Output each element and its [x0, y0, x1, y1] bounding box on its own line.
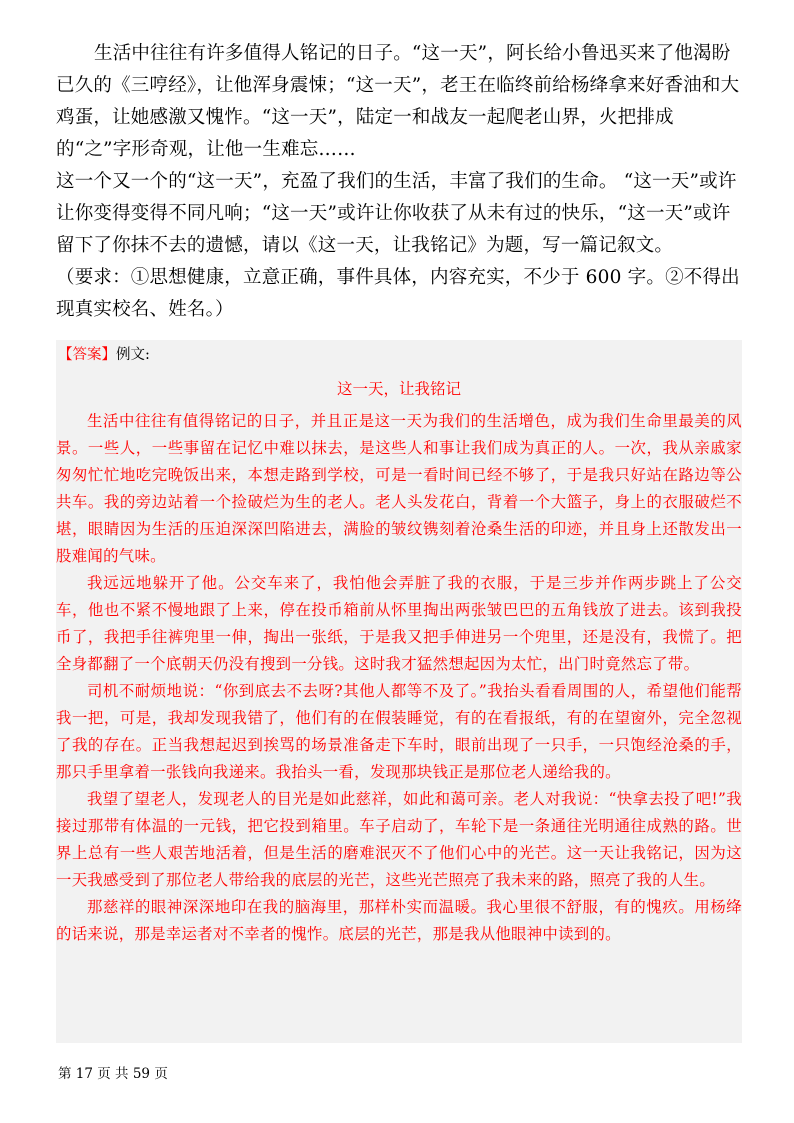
answer-heading [56, 344, 742, 366]
prompt-requirements: （要求：①思想健康，立意正确，事件具体，内容充实，不少于 600 字。②不得出现真实校名、姓名。） [56, 267, 740, 320]
answer-section [56, 340, 742, 1043]
essay-paragraph: 我远远地躲开了他。公交车来了，我怕他会弄脏了我的衣服，于是三步并作两步跳上了公交车，他也不紧不慢地跟了上来，停在投币箱前从怀里掏出两张皱巴巴的五角钱放了进去。该到我投币了，我把手往裤兜里一伸，掏出一张纸，于是我又把手伸进另一个兜里，还是没有，我慌了。把全身都翻了一个底朝天仍没有搜到一分钱。这时我才猛然想起因为太忙，出门时竟然忘了带。 [56, 574, 742, 673]
essay-paragraph: 司机不耐烦地说：“你到底去不去呀?其他人都等不及了。”我抬头看看周围的人，希望他们能帮我一把，可是，我却发现我错了，他们有的在假装睡觉，有的在看报纸，有的在望窗外，完全忽视了我的存在。正当我想起迟到挨骂的场景准备走下车时，眼前出现了一只手，一只饱经沧桑的手，那只手里拿着一张钱向我递来。我抬头一看，发现那块钱正是那位老人递给我的。 [56, 682, 742, 781]
answer-tag: 【答案】 [58, 347, 116, 363]
essay-paragraph: 生活中往往有值得铭记的日子，并且正是这一天为我们的生活增色，成为我们生命里最美的风景。一些人，一些事留在记忆中难以抹去，是这些人和事让我们成为真正的人。一次，我从亲戚家匆匆忙忙地吃完晚饭出来，本想走路到学校，可是一看时间已经不够了，于是我只好站在路边等公共车。我的旁边站着一个捡破烂为生的老人。老人头发花白，背着一个大篮子，身上的衣服破烂不堪，眼睛因为生活的压迫深深凹陷进去，满脸的皱纹镌刻着沧桑生活的印迹，并且身上还散发出一股难闻的气味。 [56, 412, 742, 565]
essay-prompt [56, 38, 746, 326]
essay-paragraph: 我望了望老人，发现老人的目光是如此慈祥，如此和蔼可亲。老人对我说：“快拿去投了吧!”我接过那带有体温的一元钱，把它投到箱里。车子启动了，车轮下是一条通往光明通往成熟的路。世界上总有一些人艰苦地活着，但是生活的磨难泯灭不了他们心中的光芒。这一天让我铭记，因为这一天我感受到了那位老人带给我的底层的光芒，这些光芒照亮了我未来的路，照亮了我的人生。 [56, 790, 742, 889]
answer-label: 例文: [116, 347, 150, 363]
prompt-intro: 生活中往往有许多值得人铭记的日子。“这一天”，阿长给小鲁迅买来了他渴盼已久的《三哼经》，让他浑身震悚；“这一天”，老王在临终前给杨绛拿来好香油和大鸡蛋，让她感激又愧怍。“这一天”，陆定一和战友一起爬老山界，火把排成的“之”字形奇观，让他一生难忘…… [56, 43, 740, 160]
essay-paragraph: 那慈祥的眼神深深地印在我的脑海里，那样朴实而温暖。我心里很不舒服，有的愧疚。用杨绛的话来说，那是幸运者对不幸者的愧怍。底层的光芒，那是我从他眼神中读到的。 [56, 898, 742, 943]
essay-body [56, 408, 742, 948]
page-number: 第 17 页 共 59 页 [58, 1066, 168, 1082]
essay-title: 这一天，让我铭记 [336, 380, 461, 398]
prompt-task: 这一个又一个的“这一天”，充盈了我们的生活，丰富了我们的生命。 “这一天”或许让你变得变得不同凡响；“这一天”或许让你收获了从未有过的快乐，“这一天”或许留下了你抹不去的遗憾，请以《这一天，让我铭记》为题，写一篇记叙文。 [56, 171, 737, 256]
